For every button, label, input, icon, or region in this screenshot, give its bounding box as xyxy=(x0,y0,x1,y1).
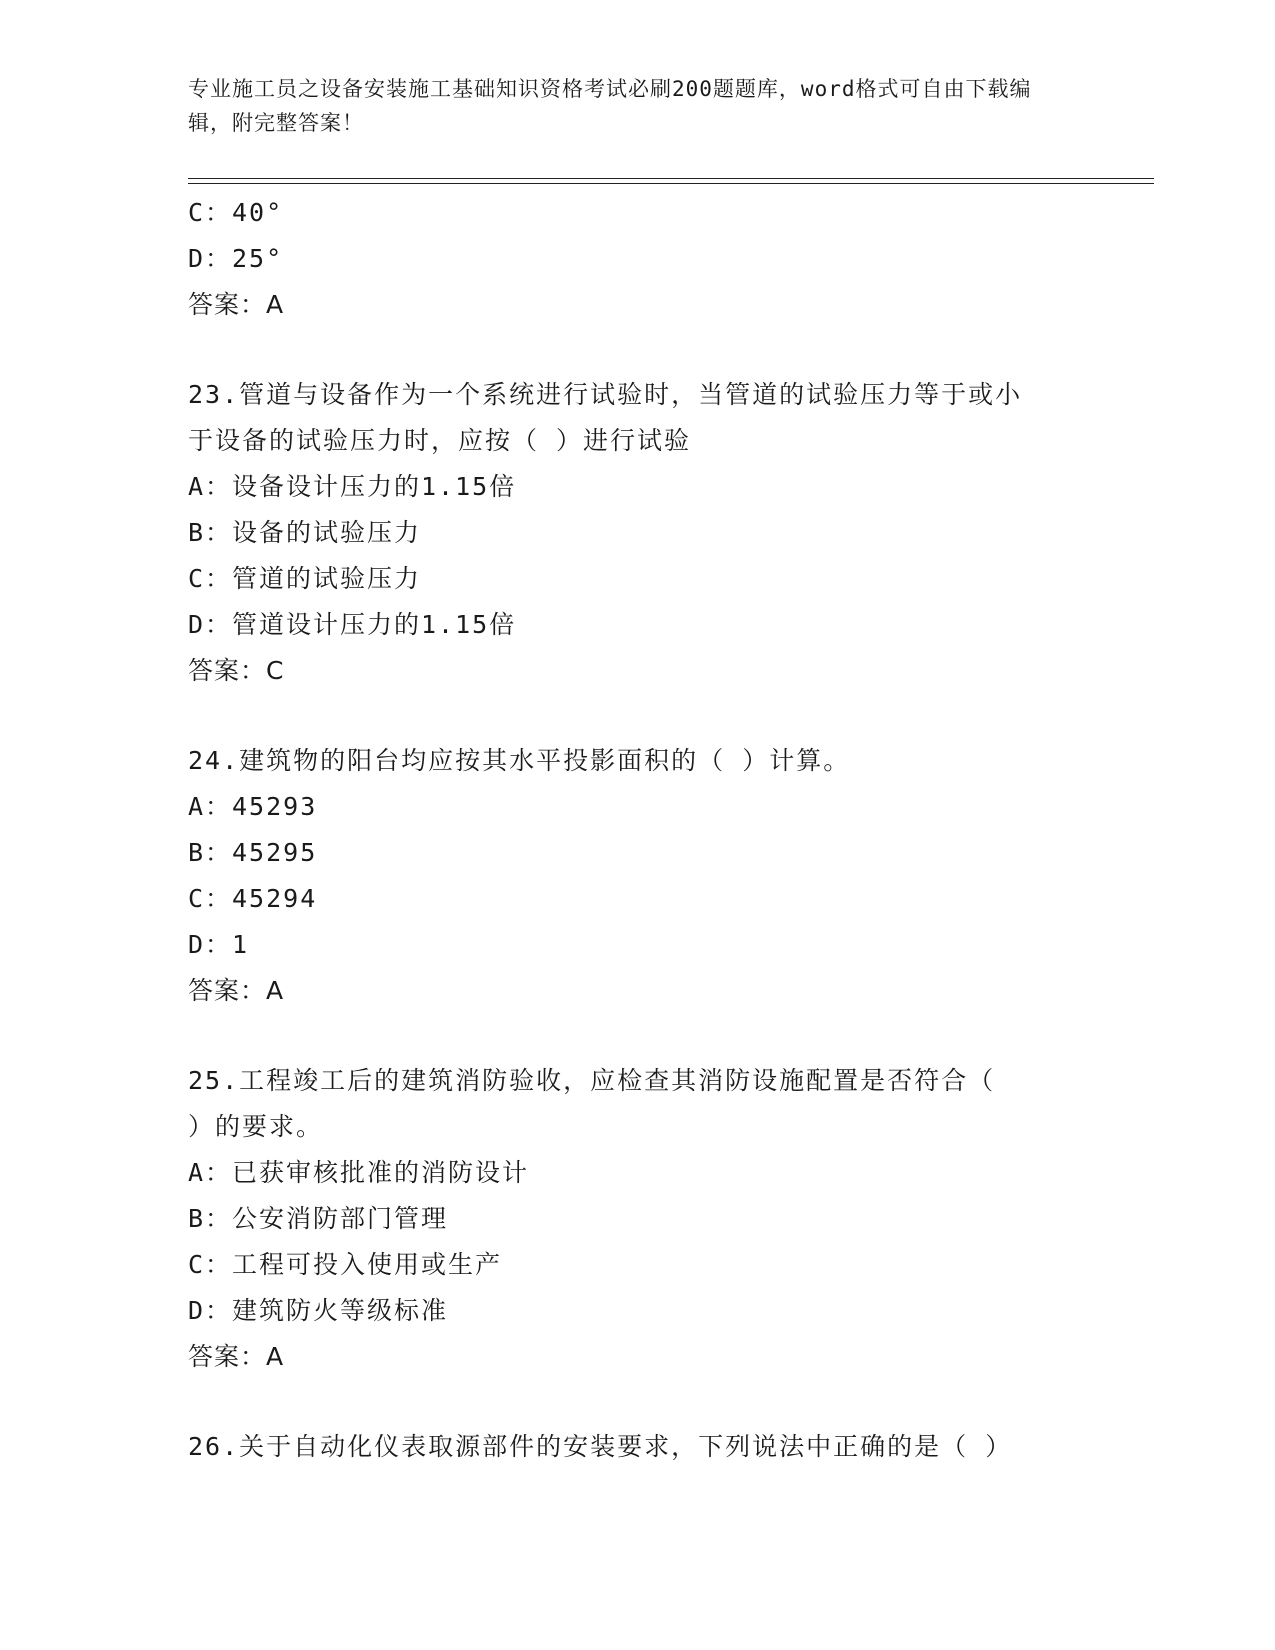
option-c: C：管道的试验压力 xyxy=(188,564,422,593)
answer-line: 答案：A xyxy=(188,1342,285,1371)
option-c: C：45294 xyxy=(188,884,318,913)
option-c: C：工程可投入使用或生产 xyxy=(188,1250,503,1279)
option-d: D：管道设计压力的1.15倍 xyxy=(188,610,517,639)
option-d: D：25° xyxy=(188,244,284,273)
option-d: D：1 xyxy=(188,930,250,959)
header-divider-bottom xyxy=(188,183,1154,184)
option-d: D：建筑防火等级标准 xyxy=(188,1296,449,1325)
option-a: A：已获审核批准的消防设计 xyxy=(188,1158,530,1187)
option-b: B：设备的试验压力 xyxy=(188,518,422,547)
answer-line: 答案：A xyxy=(188,290,285,319)
question-26-stem: 26.关于自动化仪表取源部件的安装要求，下列说法中正确的是（ ） xyxy=(188,1432,1013,1461)
option-b: B：45295 xyxy=(188,838,318,867)
question-25-stem-cont: ）的要求。 xyxy=(188,1112,324,1141)
option-c: C：40° xyxy=(188,198,284,227)
question-content xyxy=(188,190,1088,1470)
document-header: 专业施工员之设备安装施工基础知识资格考试必刷200题题库，word格式可自由下载编辑，附完整答案！ xyxy=(188,77,1032,135)
header-divider-top xyxy=(188,178,1154,179)
question-23-stem-cont: 于设备的试验压力时，应按（ ）进行试验 xyxy=(188,426,692,455)
question-24-stem: 24.建筑物的阳台均应按其水平投影面积的（ ）计算。 xyxy=(188,746,851,775)
option-a: A：45293 xyxy=(188,792,318,821)
answer-line: 答案：C xyxy=(188,656,285,685)
answer-line: 答案：A xyxy=(188,976,285,1005)
question-23-stem: 23.管道与设备作为一个系统进行试验时，当管道的试验压力等于或小 xyxy=(188,380,1023,409)
option-a: A：设备设计压力的1.15倍 xyxy=(188,472,517,501)
question-25-stem: 25.工程竣工后的建筑消防验收，应检查其消防设施配置是否符合（ xyxy=(188,1066,996,1095)
option-b: B：公安消防部门管理 xyxy=(188,1204,449,1233)
